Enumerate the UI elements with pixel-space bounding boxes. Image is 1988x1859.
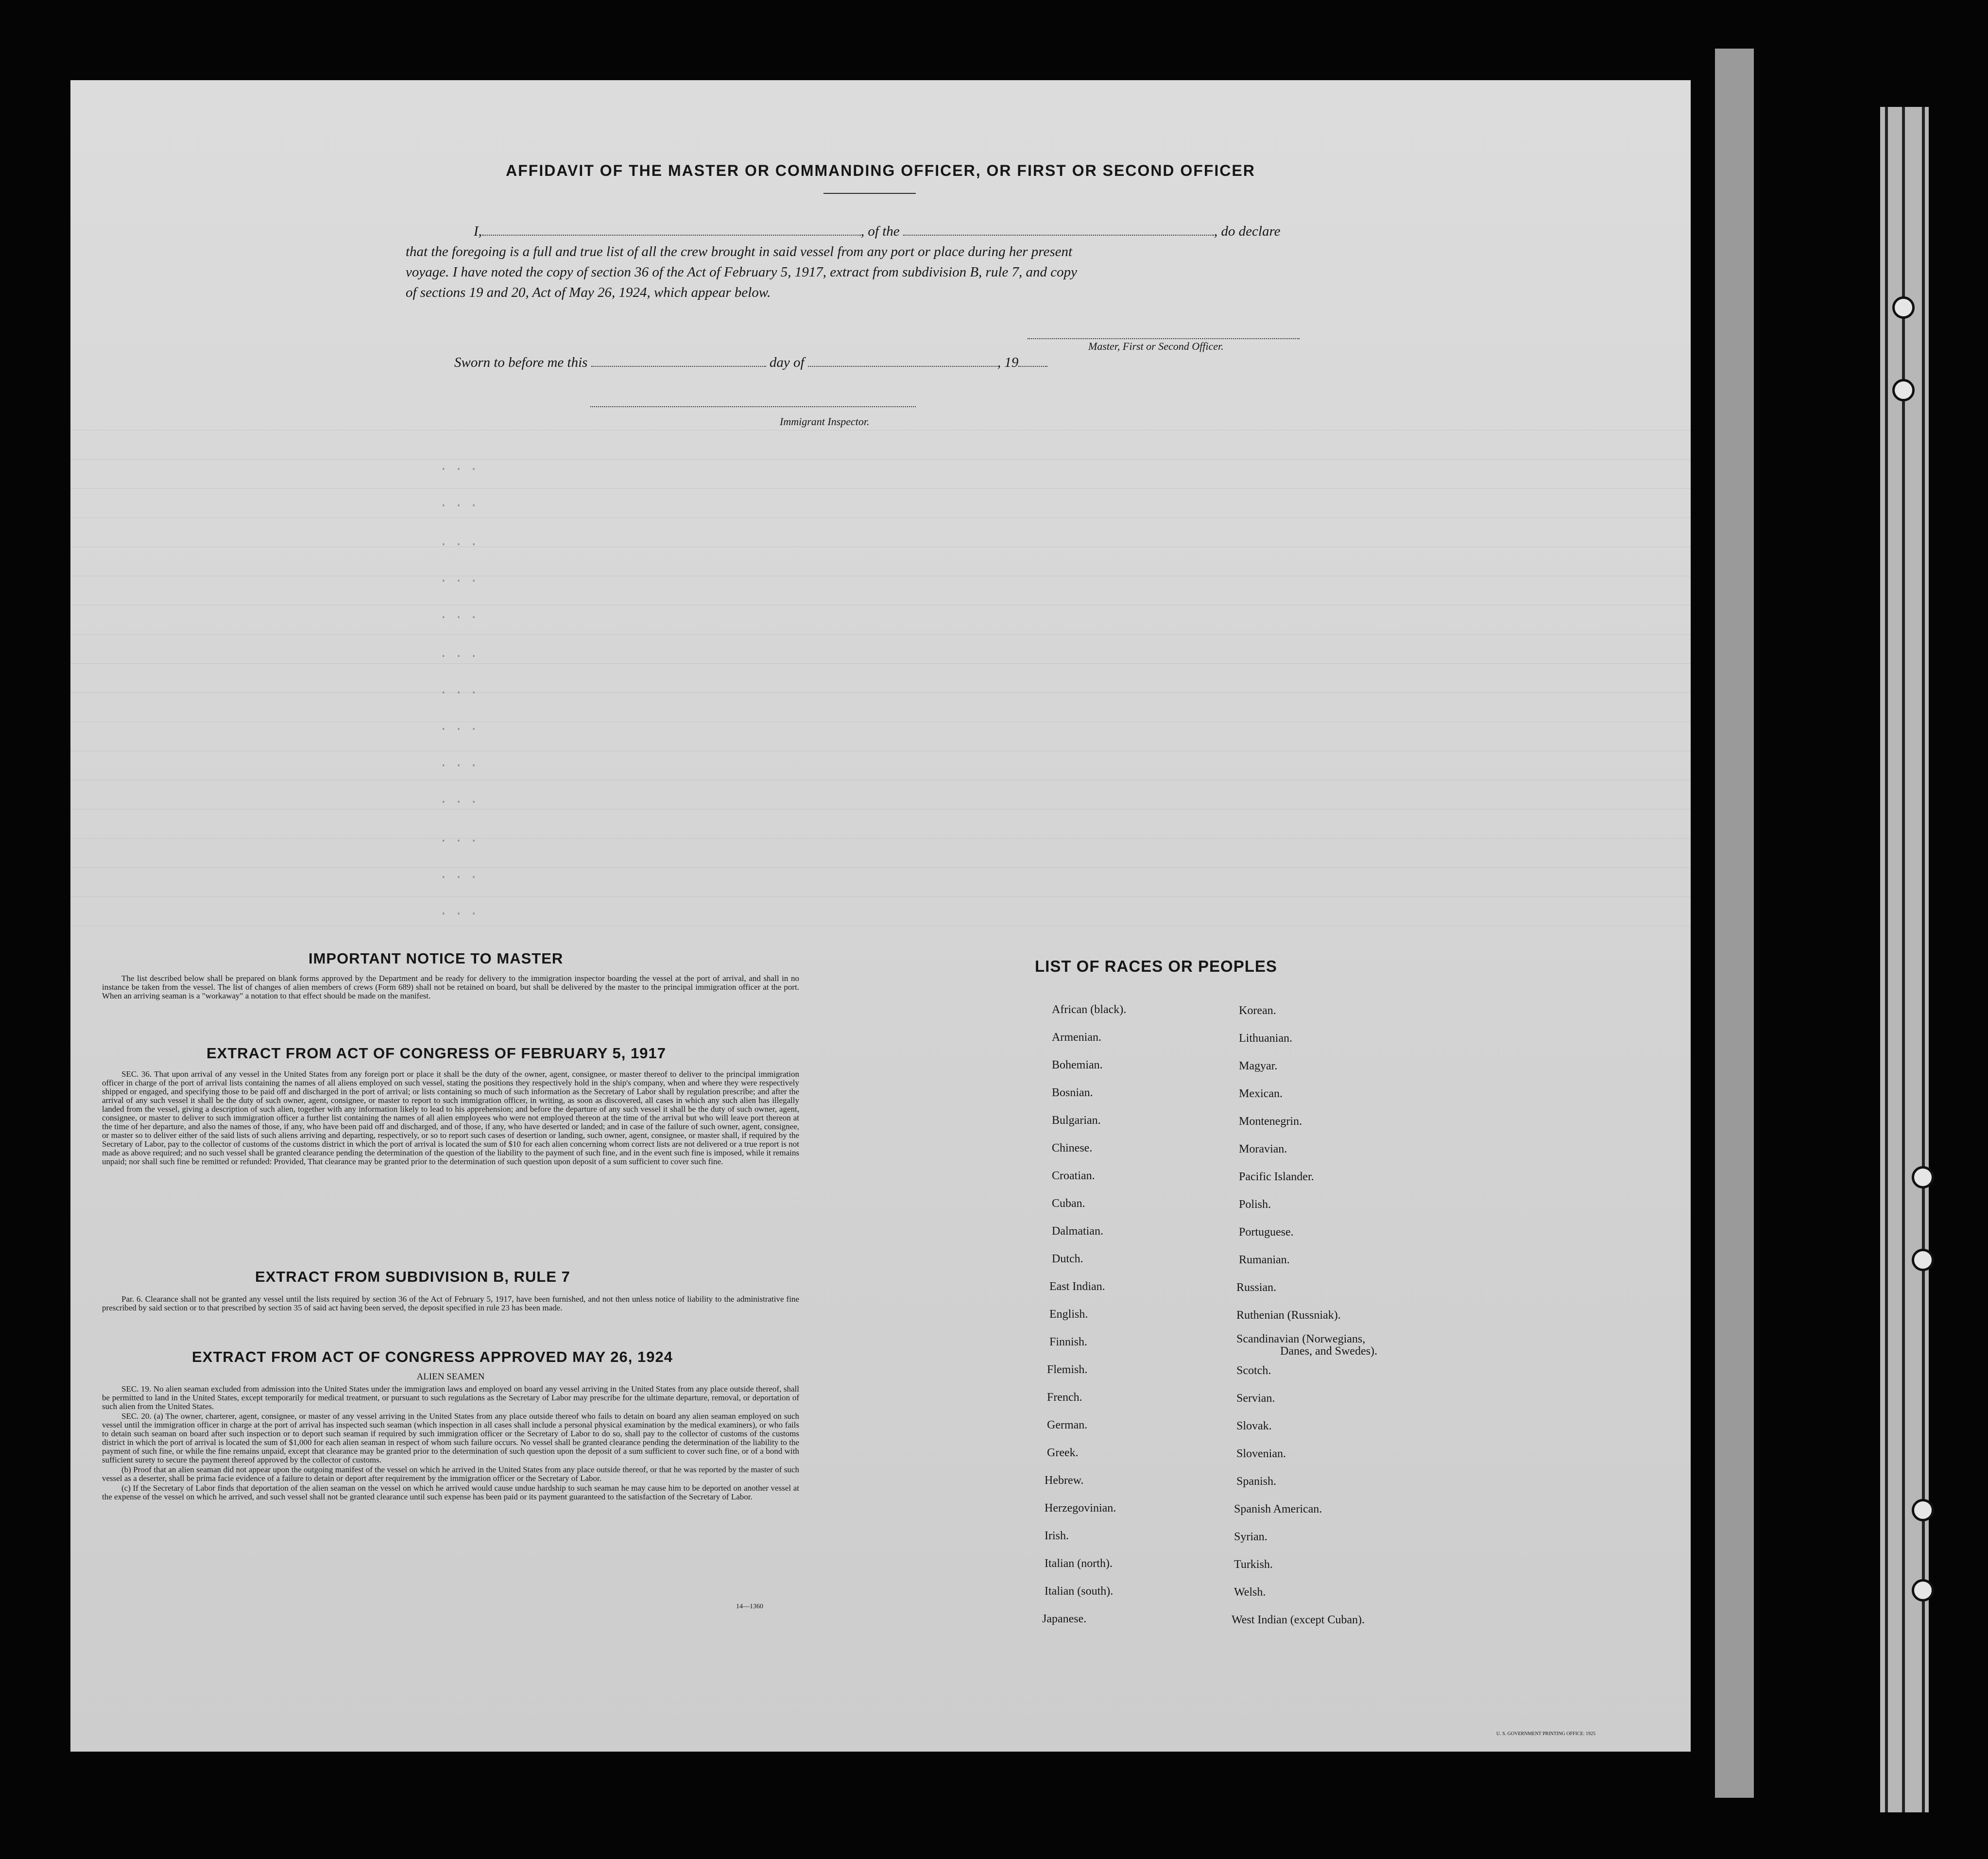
- race-item: Syrian.: [1234, 1531, 1268, 1543]
- extract-1924-title: EXTRACT FROM ACT OF CONGRESS APPROVED MAY 26, 1924: [192, 1348, 673, 1365]
- race-item: Rumanian.: [1239, 1254, 1290, 1266]
- race-item: Mexican.: [1239, 1087, 1283, 1100]
- race-item: Ruthenian (Russniak).: [1236, 1309, 1341, 1322]
- section-36-text: SEC. 36. That upon arrival of any vessel in the United States from any foreign port or place it shall be the duty of the owner, agent, consignee, or master thereof to deliver to the principal immigration officer in charge of the port of arrival lists containing the names of all aliens employed on such vessel, stating the positions they respectively hold in the ship's company, when and where they were respectively shipped or engaged, and specifying those to be paid off and discharged in the port of arrival; or lists containing so much of such information as the Secretary of Labor shall by regulation prescribe; and after the arrival of any such vessel it shall be the duty of such owner, agent, consignee, or master to report to such immigration officer, in writing, as soon as discovered, all cases in which any such alien has illegally landed from the vessel, giving a description of such alien, together with any information likely to lead to his apprehension; and before the departure of any such vessel it shall be the duty of such owner, agent, consignee, or master to deliver to such immigration officer a further list containing the names of all alien employees who were not employed thereon at the time of the arrival but who will leave port thereon at the time of her departure, and also the names of those, if any, who have been paid off and discharged, and of those, if any, who have deserted or landed; and in case of the failure of such owner, agent, consignee, or master so to deliver either of the said lists of such aliens arriving and departing, respectively, or so to report such cases of desertion or landing, such owner, agent, consignee, or master shall, if required by the Secretary of Labor, pay to the collector of customs of the customs district in which the port of arrival is located the sum of $10 for each alien concerning whom correct lists are not delivered or a true report is not made as above required; and no such vessel shall be granted clearance pending the determination of the question of the liability to the payment of such fine, and in the event such fine is imposed, while it remains unpaid; nor shall such fine be remitted or refunded: Provided, That clearance may be granted prior to the determination of such question upon deposit of a sum sufficient to cover such fine.: [102, 1069, 799, 1166]
- race-item: Spanish.: [1236, 1475, 1277, 1488]
- race-item: Slovenian.: [1236, 1447, 1286, 1460]
- declaration-line-2: that the foregoing is a full and true list of all the crew brought in said vessel from any port or place during her present: [406, 244, 1073, 259]
- declaration-line-4: of sections 19 and 20, Act of May 26, 1924, which appear below.: [406, 285, 771, 300]
- race-item: French.: [1047, 1391, 1082, 1404]
- race-item: Irish.: [1045, 1530, 1069, 1542]
- race-item: Spanish American.: [1234, 1503, 1322, 1515]
- race-item: Croatian.: [1052, 1170, 1095, 1182]
- binder-strip-left: [1715, 49, 1754, 1798]
- binder-ring-icon: [1912, 1166, 1934, 1188]
- extract-1917-title: EXTRACT FROM ACT OF CONGRESS OF FEBRUARY 5, 1917: [206, 1045, 666, 1062]
- sworn-line: Sworn to before me this day of , 19: [454, 352, 1232, 373]
- race-item: Scotch.: [1236, 1364, 1271, 1377]
- race-item: Turkish.: [1234, 1558, 1273, 1571]
- race-item: Bosnian.: [1052, 1086, 1093, 1099]
- alien-seamen-subtitle: ALIEN SEAMEN: [416, 1372, 485, 1382]
- race-item: Moravian.: [1239, 1143, 1287, 1155]
- race-item: Scandinavian (Norwegians,: [1236, 1333, 1366, 1345]
- binder-ring-icon: [1912, 1579, 1934, 1601]
- race-item: Bulgarian.: [1052, 1114, 1101, 1127]
- printer-imprint: U. S. GOVERNMENT PRINTING OFFICE: 1925: [1496, 1731, 1595, 1737]
- master-signature-line[interactable]: [1028, 338, 1300, 339]
- binder-ring-icon: [1912, 1249, 1934, 1271]
- form-page: AFFIDAVIT OF THE MASTER OR COMMANDING OFFICER, OR FIRST OR SECOND OFFICER I, , of the , do declare that the foregoing is a full and true list of all the crew brought in said vessel from any port or place during her present voyage. I have noted the copy of section 36 of the Act of February 5, 1917, extract from subdivision B, rule 7, and copy of sections 19 and 20, Act of May 26, 1924, which appear below. Master, First or Second Officer. Sworn to before me this day of , 19 Immigrant Inspector. . . . . . . . . . . . . . . . . . . . . . . . . . . . . . . . . . . . . . . . IMPORTANT NOTICE TO MASTER The list described below shall be prepared on blank forms approved by the Department and be ready for delivery to the immigration inspector boarding the vessel at the port of arrival, and shall in no instance be taken from the vessel. The list of changes of alien members of crews (Form 689) shall not be retained on board, but shall be delivered by the master to the principal immigration officer at the port. When an arriving seaman is a "workaway" a notation to that effect should be made on the manifest. EXTRACT FROM ACT OF CONGRESS OF FEBRUARY 5, 1917 SEC. 36. That upon arrival of any vessel in the United States from any foreign port or place it shall be the duty of the owner, agent, consignee, or master thereof to deliver to the principal immigration officer in charge of the port of arrival lists containing the names of all aliens employed on such vessel, stating the positions they respectively hold in the ship's company, when and where they were respectively shipped or engaged, and specifying those to be paid off and discharged in the port of arrival; or lists containing so much of such information as the Secretary of Labor shall by regulation prescribe; and after the arrival of any such vessel it shall be the duty of such owner, agent, consignee, or master to report to such immigration officer, in writing, as soon as discovered, all cases in which any such alien has illegally landed from the vessel, giving a description of such alien, together with any information likely to lead to his apprehension; and before the departure of any such vessel it shall be the duty of such owner, agent, consignee, or master to deliver to such immigration officer a further list containing the names of all alien employees who were not employed thereon at the time of the arrival but who will leave port thereon at the time of her departure, and also the names of those, if any, who have been paid off and discharged, and of those, if any, who have deserted or landed; and in case of the failure of such owner, agent, consignee, or master so to deliver either of the said lists of such aliens arriving and departing, respectively, or so to report such cases of desertion or landing, such owner, agent, consignee, or master shall, if required by the Secretary of Labor, pay to the collector of customs of the customs district in which the port of arrival is located the sum of $10 for each alien concerning whom correct lists are not delivered or a true report is not made as above required; and no such vessel shall be granted clearance pending the determination of the question of the liability to the payment of such fine, and in the event such fine is imposed, while it remains unpaid; nor shall such fine be remitted or refunded: Provided, That clearance may be granted prior to the determination of such question upon deposit of a sum sufficient to cover such fine. EXTRACT FROM SUBDIVISION B, RULE 7 Par. 6. Clearance shall not be granted any vessel until the lists required by section 36 of the Act of February 5, 1917, have been furnished, and not then unless notice of liability to the administrative fine prescribed by said section or to that prescribed by section 35 of said act having been served, the deposit specified in rule 23 has been made. EXTRACT FROM ACT OF CONGRESS APPROVED MAY 26, 1924 ALIEN SEAMEN SEC. 19. No alien seaman excluded from admission into the United States under the immigration laws and employed on board any vessel arriving in the United States from any place outside thereof, shall be permitted to land in the United States, except temporarily for medical treatment, or pursuant to such regulations as the Secretary of Labor may prescribe for the ultimate departure, removal, or deportation of such alien from the United States. SEC. 20. (a) The owner, charterer, agent, consignee, or master of any vessel arriving in the United States from any place outside thereof who fails to detain on board any alien seaman employed on such vessel until the immigration officer in charge at the port of arrival has inspected such seaman (which inspection in all cases shall include a personal physical examination by the medical examiners), or who fails to detain such seaman on board after such inspection or to deport such seaman if required by such immigration officer or the Secretary of Labor to do so, shall pay to the collector of customs of the customs district in which the port of arrival is located the sum of $1,000 for each alien seaman in respect of whom such failure occurs. No vessel shall be granted clearance pending the determination of the liability to the payment of such fine, or while the fine remains unpaid, except that clearance may be granted prior to the determination of such question upon the deposit of a sum sufficient to cover such fine, or of a bond with sufficient surety to secure the payment thereof approved by the collector of customs. (b) Proof that an alien seaman did not appear upon the outgoing manifest of the vessel on which he arrived in the United States from any place outside thereof, or that he was reported by the master of such vessel as a deserter, shall be prima facie evidence of a failure to detain or deport after requirement by the immigration officer or the Secretary of Labor. (c) If the Secretary of Labor finds that deportation of the alien seaman on the vessel on which he arrived would cause undue hardship to such seaman he may cause him to be deported on another vessel at the expense of the vessel on which he arrived, and such vessel shall not be granted clearance until such expense has been paid or its payment guaranteed to the satisfaction of the Secretary of Labor. 14—1360 LIST OF RACES OR PEOPLES African (black). Armenian. Bohemian. Bosnian. Bulgarian. Chinese. Croatian. Cuban. Dalmatian. Dutch. East Indian. English. Finnish. Flemish. French. German. Greek. Hebrew. Herzegovinian. Irish. Italian (north). Italian (south). Japanese. Korean. Lithuanian. Magyar. Mexican. Montenegrin. Moravian. Pacific Islander. Polish. Portuguese. Rumanian. Russian. Ruthenian (Russniak). Scandinavian (Norwegians, Danes, and Swedes). Scotch. Servian. Slovak. Slovenian. Spanish. Spanish American. Syrian. Turkish. Welsh. West Indian (except Cuban). U. S. GOVERNMENT PRINTING OFFICE: 1925: [70, 80, 1691, 1752]
- section-19-text: SEC. 19. No alien seaman excluded from admission into the United States under the immigration laws and employed on board any vessel arriving in the United States from any place outside thereof, shall be permitted to land in the United States, except temporarily for medical treatment, or pursuant to such regulations as the Secretary of Labor may prescribe for the ultimate departure, removal, or deportation of such alien from the United States.: [102, 1384, 799, 1411]
- affidavit-title: AFFIDAVIT OF THE MASTER OR COMMANDING OFFICER, OR FIRST OR SECOND OFFICER: [506, 162, 1255, 179]
- race-item: Polish.: [1239, 1198, 1271, 1211]
- race-item: Portuguese.: [1239, 1226, 1294, 1239]
- race-item: Italian (south).: [1045, 1585, 1114, 1598]
- sworn-day-field[interactable]: [591, 356, 766, 367]
- race-item: East Indian.: [1049, 1280, 1105, 1293]
- vessel-name-field[interactable]: [903, 225, 1214, 236]
- race-item: Danes, and Swedes).: [1280, 1345, 1377, 1358]
- race-item: English.: [1049, 1308, 1088, 1321]
- master-signature-caption: Master, First or Second Officer.: [1088, 340, 1224, 352]
- race-item: Hebrew.: [1045, 1474, 1084, 1487]
- race-item: German.: [1047, 1419, 1088, 1431]
- declaration-line-3: voyage. I have noted the copy of section 36 of the Act of February 5, 1917, extract from subdivision B, rule 7, and copy: [406, 264, 1078, 280]
- notice-body: [102, 974, 799, 1001]
- binder-strip-right: [1880, 107, 1929, 1812]
- race-item: Slovak.: [1236, 1420, 1272, 1432]
- race-item: Welsh.: [1234, 1586, 1266, 1599]
- section-20b-text: (b) Proof that an alien seaman did not appear upon the outgoing manifest of the vessel on which he arrived in the United States from any place outside thereof, or that he was reported by the master of such vessel as a deserter, shall be prima facie evidence of a failure to detain or deport after requirement by the immigration officer or the Secretary of Labor.: [102, 1465, 799, 1483]
- race-item: Italian (north).: [1045, 1557, 1113, 1570]
- affidavit-declaration: [406, 221, 1329, 303]
- inspector-caption: Immigrant Inspector.: [780, 415, 870, 428]
- race-item: Greek.: [1047, 1446, 1079, 1459]
- extract-1917-body: [102, 1070, 799, 1167]
- binder-ring-icon: [1892, 296, 1915, 319]
- race-item: Cuban.: [1052, 1197, 1085, 1210]
- race-item: Pacific Islander.: [1239, 1170, 1314, 1183]
- race-item: West Indian (except Cuban).: [1232, 1614, 1365, 1626]
- binder-ring-icon: [1892, 379, 1915, 401]
- section-20c-text: (c) If the Secretary of Labor finds that deportation of the alien seaman on the vessel on which he arrived would cause undue hardship to such seaman he may cause him to be deported on another vessel at the expense of the vessel on which he arrived, and such vessel shall not be granted clearance until such expense has been paid or its payment guaranteed to the satisfaction of the Secretary of Labor.: [102, 1483, 799, 1501]
- race-item: Dalmatian.: [1052, 1225, 1103, 1238]
- paragraph-6-text: Par. 6. Clearance shall not be granted any vessel until the lists required by section 36 of the Act of February 5, 1917, have been furnished, and not then unless notice of liability to the administrative fine prescribed by said section or to that prescribed by section 35 of said act having been served, the deposit specified in rule 23 has been made.: [102, 1294, 799, 1312]
- race-item: Chinese.: [1052, 1142, 1093, 1154]
- race-item: Japanese.: [1042, 1613, 1087, 1625]
- race-item: Russian.: [1236, 1281, 1277, 1294]
- race-item: Magyar.: [1239, 1060, 1278, 1072]
- race-item: Montenegrin.: [1239, 1115, 1302, 1128]
- extract-1924-body: [102, 1385, 799, 1502]
- extract-rule7-body: [102, 1295, 799, 1313]
- race-item: Flemish.: [1047, 1363, 1088, 1376]
- notice-title: IMPORTANT NOTICE TO MASTER: [308, 950, 564, 967]
- notice-paragraph: The list described below shall be prepared on blank forms approved by the Department and be ready for delivery to the immigration inspector boarding the vessel at the port of arrival, and shall in no instance be taken from the vessel. The list of changes of alien members of crews (Form 689) shall not be retained on board, but shall be delivered by the master to the principal immigration officer at the port. When an arriving seaman is a "workaway" a notation to that effect should be made on the manifest.: [102, 974, 799, 1000]
- binder-ring-icon: [1912, 1499, 1934, 1521]
- form-number: 14—1360: [736, 1603, 763, 1610]
- race-item: Lithuanian.: [1239, 1032, 1292, 1045]
- master-name-field[interactable]: [482, 225, 861, 236]
- race-item: Finnish.: [1049, 1336, 1088, 1348]
- section-20a-text: SEC. 20. (a) The owner, charterer, agent, consignee, or master of any vessel arriving in the United States from any place outside thereof who fails to detain on board any alien seaman employed on such vessel until the immigration officer in charge at the port of arrival has inspected such seaman (which inspection in all cases shall include a personal physical examination by the medical examiners), or who fails to detain such seaman on board after such inspection or to deport such seaman if required by such immigration officer or the Secretary of Labor to do so, shall pay to the collector of customs of the customs district in which the port of arrival is located the sum of $1,000 for each alien seaman in respect of whom such failure occurs. No vessel shall be granted clearance pending the determination of the liability to the payment of such fine, or while the fine remains unpaid, except that clearance may be granted prior to the determination of such question upon the deposit of a sum sufficient to cover such fine, or of a bond with sufficient surety to secure the payment thereof approved by the collector of customs.: [102, 1411, 799, 1464]
- declaration-line-1: I, , of the , do declare: [474, 224, 1281, 239]
- sworn-month-field[interactable]: [808, 356, 997, 367]
- race-item: Bohemian.: [1052, 1059, 1103, 1071]
- extract-rule7-title: EXTRACT FROM SUBDIVISION B, RULE 7: [255, 1268, 570, 1285]
- race-item: Servian.: [1236, 1392, 1275, 1405]
- race-item: Dutch.: [1052, 1253, 1083, 1265]
- race-item: African (black).: [1052, 1003, 1127, 1016]
- races-title: LIST OF RACES OR PEOPLES: [1035, 957, 1277, 975]
- sworn-year-field[interactable]: [1018, 356, 1047, 367]
- race-item: Armenian.: [1052, 1031, 1101, 1044]
- title-underline: [823, 193, 916, 194]
- inspector-signature-line[interactable]: [590, 406, 916, 407]
- race-item: Korean.: [1239, 1004, 1276, 1017]
- race-item: Herzegovinian.: [1045, 1502, 1116, 1515]
